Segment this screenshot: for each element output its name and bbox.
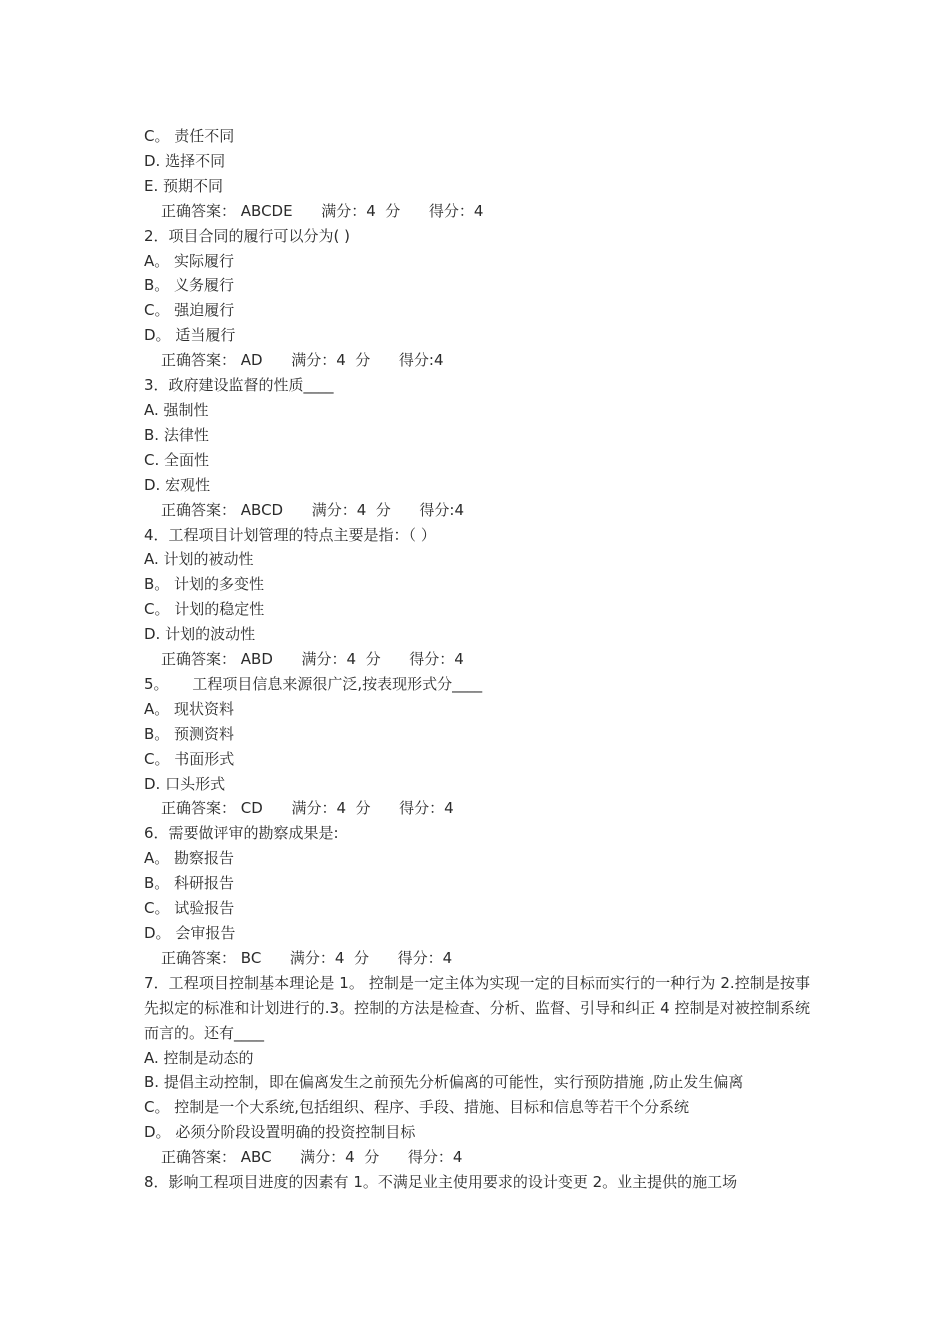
option-text: A. 控制是动态的 (144, 1048, 254, 1067)
option-text: D。 会审报告 (144, 924, 236, 942)
option-text: D. 宏观性 (144, 475, 211, 494)
option-text: B。 科研报告 (144, 874, 235, 893)
answer-line (144, 796, 810, 821)
answer-label: 正确答案： (161, 351, 237, 370)
correct-answer: ABCD (240, 500, 284, 519)
option-text: B. 法律性 (144, 425, 209, 444)
answer-line (144, 647, 810, 672)
obtained-score: 得分：4 (428, 201, 484, 220)
correct-answer: ABCDE (240, 201, 293, 220)
obtained-score: 得分:4 (419, 500, 465, 519)
correct-answer: ABC (240, 1148, 272, 1167)
full-score: 满分：4 分 (301, 650, 381, 669)
full-score: 满分：4 分 (311, 500, 391, 519)
full-score: 满分：4 分 (289, 948, 370, 967)
option-text: D. 选择不同 (144, 151, 226, 170)
full-score: 满分：4 分 (291, 351, 371, 370)
option-text: A. 计划的被动性 (144, 550, 254, 569)
question-text: 5。 工程项目信息来源很广泛,按表现形式分____ (144, 674, 483, 693)
option-text: B。 计划的多变性 (144, 575, 265, 594)
answer-label: 正确答案： (161, 500, 237, 519)
obtained-score: 得分:4 (398, 351, 444, 370)
answer-line (144, 1145, 810, 1170)
option-text: C。 试验报告 (144, 899, 235, 918)
answer-line (144, 946, 810, 971)
correct-answer: ABD (240, 650, 273, 669)
option-text: C. 全面性 (144, 450, 210, 469)
answer-label: 正确答案： (161, 948, 237, 967)
option-text: D。 适当履行 (144, 326, 236, 345)
obtained-score: 得分：4 (399, 799, 454, 818)
option-text: A。 实际履行 (144, 251, 235, 270)
option-text: C。 强迫履行 (144, 301, 235, 320)
answer-label: 正确答案： (161, 1148, 237, 1167)
option-text: B。 义务履行 (144, 276, 235, 295)
option-text: B. 提倡主动控制，即在偏离发生之前预先分析偏离的可能性，实行预防措施 ,防止发生偏离 (144, 1073, 744, 1092)
option-text: E. 预期不同 (144, 176, 224, 195)
obtained-score: 得分：4 (407, 1148, 463, 1167)
answer-line (144, 348, 810, 373)
correct-answer: CD (240, 799, 263, 818)
option-text: A。 现状资料 (144, 699, 235, 718)
option-text: A。 勘察报告 (144, 849, 235, 868)
answer-label: 正确答案： (161, 650, 237, 669)
full-score: 满分：4 分 (300, 1148, 380, 1167)
question-text: 7．工程项目控制基本理论是 1。 控制是一定主体为实现一定的目标而实行的一种行为 2.控制是按事先拟定的标准和计划进行的.3。控制的方法是检查、分析、监督、引导和纠正 4 控制是对被控制系统而言的。还有____ (144, 973, 810, 1042)
obtained-score: 得分：4 (409, 650, 464, 669)
option-text: A. 强制性 (144, 400, 209, 419)
option-text: D. 口头形式 (144, 774, 226, 793)
question-text: 6．需要做评审的勘察成果是: (144, 824, 339, 843)
option-text: B。 预测资料 (144, 724, 235, 743)
document-body (144, 124, 810, 1195)
answer-label: 正确答案： (161, 799, 237, 818)
option-text: C。 书面形式 (144, 749, 235, 768)
correct-answer: AD (240, 351, 263, 370)
option-text: D。 必须分阶段设置明确的投资控制目标 (144, 1123, 416, 1142)
option-text: D. 计划的波动性 (144, 625, 256, 644)
obtained-score: 得分：4 (397, 948, 453, 967)
question-text: 8．影响工程项目进度的因素有 1。不满足业主使用要求的设计变更 2。业主提供的施工场 (144, 1173, 738, 1192)
question-text: 2．项目合同的履行可以分为( ) (144, 226, 351, 245)
option-text: C。 责任不同 (144, 127, 235, 145)
answer-label: 正确答案： (161, 201, 237, 220)
full-score: 满分：4 分 (321, 201, 401, 220)
correct-answer: BC (240, 948, 262, 967)
answer-line (144, 199, 810, 224)
question-text: 4．工程项目计划管理的特点主要是指：（ ） (144, 525, 436, 544)
option-text: C。 控制是一个大系统,包括组织、程序、手段、措施、目标和信息等若干个分系统 (144, 1098, 690, 1117)
full-score: 满分：4 分 (291, 799, 371, 818)
question-text: 3．政府建设监督的性质____ (144, 376, 334, 395)
option-text: C。 计划的稳定性 (144, 600, 265, 619)
answer-line (144, 498, 810, 523)
